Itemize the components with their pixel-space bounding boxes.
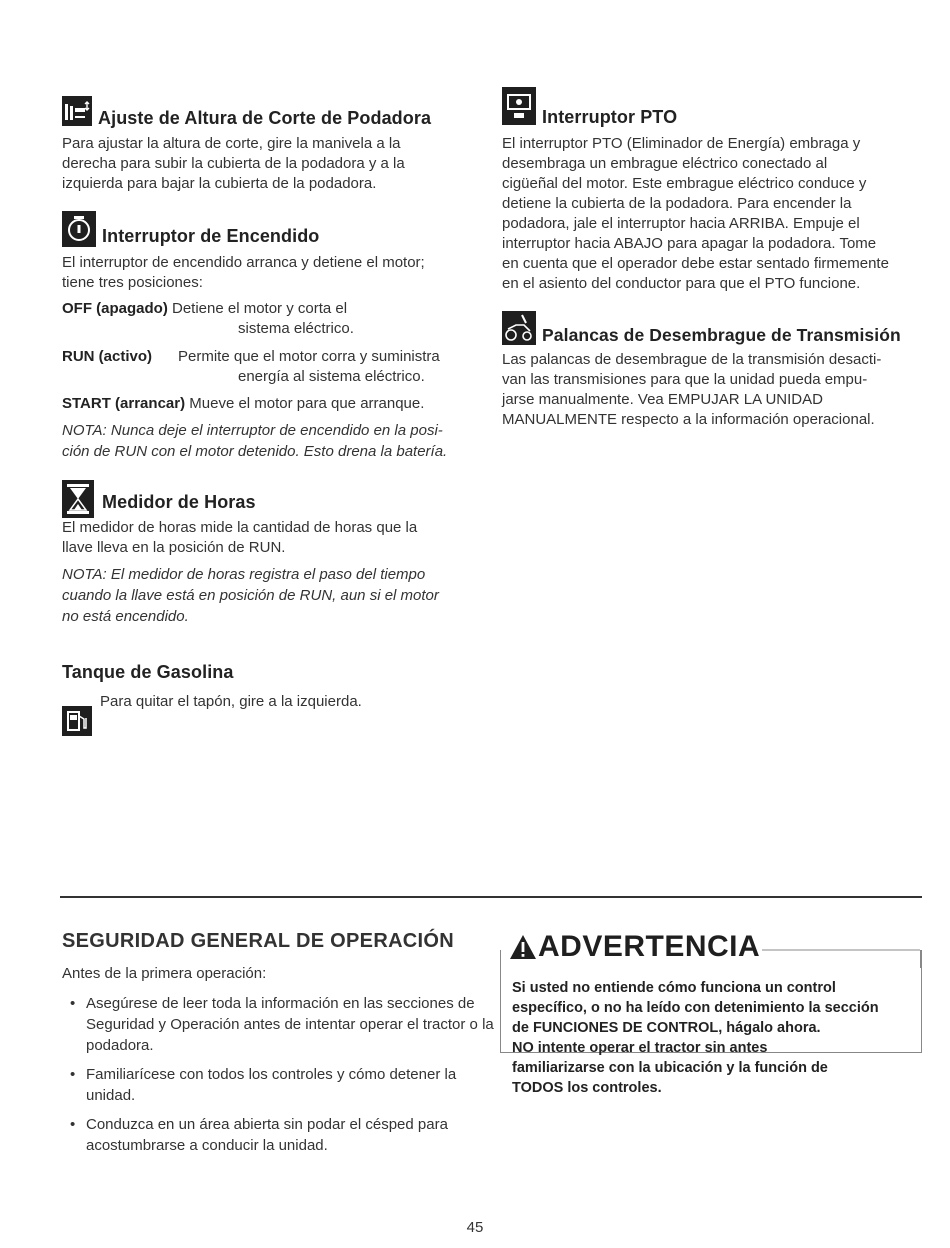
levers-title: Palancas de Desembrague de Transmisión — [542, 325, 901, 345]
list-item — [62, 993, 502, 1056]
fuel-tank-title: Tanque de Gasolina — [62, 662, 234, 682]
bullet-glyph: • — [70, 1066, 76, 1083]
position-term: START (arrancar) — [62, 395, 186, 412]
fuel-tank-body: Para quitar el tapón, gire a la izquierda. — [100, 693, 362, 710]
levers-body: Las palancas de desembrague de la transmisión desacti- van las transmisiones para que la unidad pueda empu- jarse manualmente. Vea EMPUJAR LA UNIDAD MANUALMENTE respecto a la información operacional. — [502, 351, 882, 428]
list-item-text: Conduzca en un área abierta sin podar el césped para acostumbrarse a conducir la unidad. — [86, 1116, 448, 1154]
hourglass-icon — [62, 480, 94, 518]
section-divider — [60, 896, 922, 898]
position-term: OFF (apagado) — [62, 300, 168, 317]
pto-title: Interruptor PTO — [542, 107, 678, 127]
list-item — [62, 1064, 502, 1106]
ignition-note: NOTA: Nunca deje el interruptor de encendido en la posi- ción de RUN con el motor detenido. Esto drena la batería. — [62, 422, 448, 460]
warning-label: ADVERTENCIA — [538, 930, 761, 963]
fuel-pump-icon — [62, 706, 92, 736]
warning-header — [500, 928, 921, 968]
warning-triangle-icon — [508, 933, 538, 961]
safety-title: SEGURIDAD GENERAL DE OPERACIÓN — [62, 930, 455, 952]
bullet-glyph: • — [70, 995, 76, 1012]
ignition-body: El interruptor de encendido arranca y detiene el motor; tiene tres posiciones: — [62, 254, 425, 291]
tractor-lever-icon — [502, 311, 536, 345]
list-item-text: Familiarícese con todos los controles y cómo detener la unidad. — [86, 1066, 457, 1104]
warning-text: Si usted no entiende cómo funciona un control específico, o no ha leído con detenimiento la sección de FUNCIONES DE CONTROL, hágalo ahora. NO intente operar el tractor sin antes familiarizarse con la ubicación y la función de TODOS los controles. — [512, 980, 879, 1096]
ignition-key-icon — [62, 211, 96, 247]
list-item — [62, 1114, 502, 1156]
ignition-position-run — [62, 347, 502, 367]
hour-meter-body: El medidor de horas mide la cantidad de horas que la llave lleva en la posición de RUN. — [62, 519, 418, 556]
ignition-position-off-desc2: sistema eléctrico. — [238, 320, 354, 337]
cut-height-body: Para ajustar la altura de corte, gire la manivela a la derecha para subir la cubierta de la podadora y a la izquierda para bajar la cubierta de la podadora. — [62, 135, 405, 192]
ignition-position-start — [62, 394, 502, 414]
ignition-position-run-desc2: energía al sistema eléctrico. — [238, 368, 425, 385]
cut-height-title: Ajuste de Altura de Corte de Podadora — [98, 108, 432, 128]
position-desc: Mueve el motor para que arranque. — [189, 395, 425, 412]
pto-switch-icon — [502, 87, 536, 125]
hour-meter-title: Medidor de Horas — [102, 492, 256, 512]
bullet-glyph: • — [70, 1116, 76, 1133]
position-desc: Permite que el motor corra y suministra — [178, 348, 440, 365]
pto-body: El interruptor PTO (Eliminador de Energía) embraga y desembraga un embrague eléctrico conectado al cigüeñal del motor. Este embrague eléctrico conduce y detiene la cubierta de la podadora. Para encender la podadora, jale el interruptor hacia ARRIBA. Empuje el interruptor hacia ABAJO para apagar la podadora. Tome en cuenta que el operador debe estar sentado firmemente en el asiento del conductor para que el PTO funcione. — [502, 135, 889, 292]
safety-intro: Antes de la primera operación: — [62, 965, 267, 982]
page-number: 45 — [466, 1219, 484, 1236]
ignition-position-off — [62, 299, 502, 319]
position-desc: Detiene el motor y corta el — [172, 300, 348, 317]
safety-bullets — [62, 993, 502, 1164]
list-item-text: Asegúrese de leer toda la información en las secciones de Seguridad y Operación antes de intentar operar el tractor o la podadora. — [86, 995, 494, 1054]
position-term: RUN (activo) — [62, 348, 153, 365]
hour-meter-note: NOTA: El medidor de horas registra el paso del tiempo cuando la llave está en posición de RUN, aun si el motor no está encendido. — [62, 566, 439, 625]
ignition-title: Interruptor de Encendido — [102, 226, 320, 246]
mower-height-icon — [62, 96, 92, 126]
